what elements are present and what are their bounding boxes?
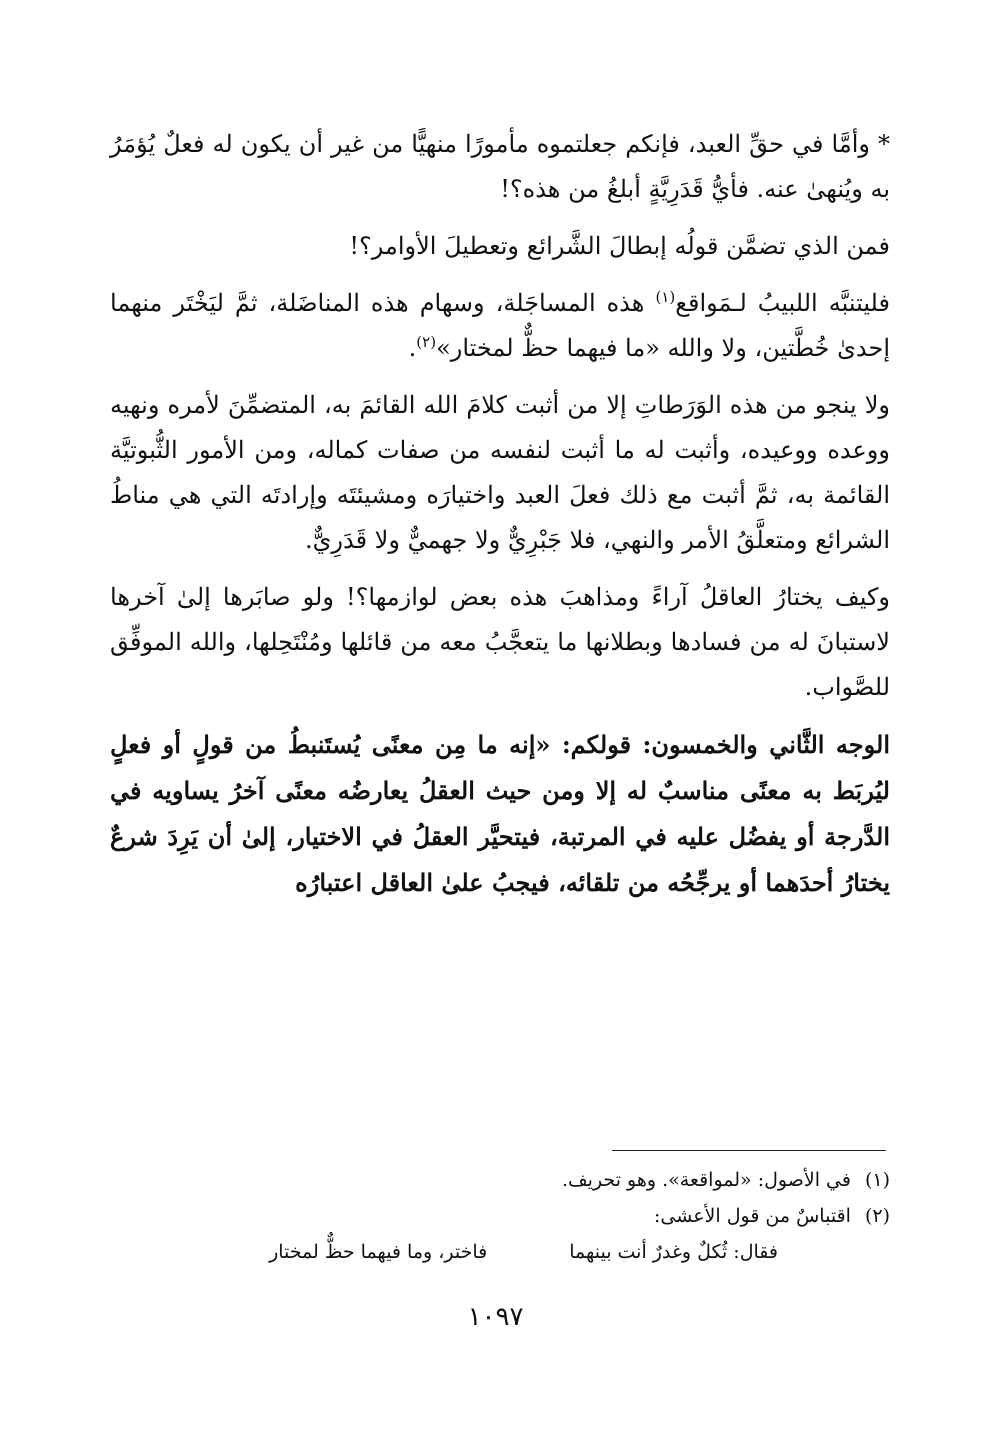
paragraph-2: فمن الذي تضمَّن قولُه إبطالَ الشَّرائع وتعطيلَ الأوامر؟! xyxy=(349,232,890,260)
paragraph-5: وكيف يختارُ العاقلُ آراءً ومذاهبَ هذه بعض لوازمها؟! ولو صابَرها إلىٰ آخرها لاستبانَ له من فسادها وبطلانها ما يتعجَّبُ معه من قائلها ومُنْتَحِلها، والله الموفِّق للصَّواب. xyxy=(110,583,890,701)
paragraph-3-text-a: فليتنبَّه اللبيبُ لـمَواقع xyxy=(675,289,890,317)
poetry-verse xyxy=(110,1234,890,1270)
verse-first-hemistich: فقال: ثُكلٌ وغدرٌ أنت بينهما xyxy=(569,1241,778,1263)
footnote-text: اقتباسٌ من قول الأعشى: xyxy=(654,1205,851,1227)
asterisk-marker: * xyxy=(869,130,890,158)
paragraph-3 xyxy=(110,281,890,371)
main-text xyxy=(110,122,890,918)
verse-second-hemistich: فاختر، وما فيهما حظٌّ لمختار xyxy=(269,1241,488,1263)
paragraph-1-text: وأمَّا في حقِّ العبد، فإنكم جعلتموه مأمورًا منهيًّا من غير أن يكون له فعلٌ يُؤمَرُ به ويُنهىٰ عنه. فأيُّ قَدَرِيَّةٍ أبلغُ من هذه؟! xyxy=(110,130,890,203)
footnote-1 xyxy=(110,1162,890,1198)
footnote-separator xyxy=(612,1150,886,1151)
footnote-number: (٢) xyxy=(864,1205,890,1227)
paragraph-1 xyxy=(110,122,890,212)
paragraph-3-text-b: هذه المساجَلة، وسهام هذه المناضَلة، ثمَّ ليَخْتَر منهما إحدىٰ خُطَّتين، ولا والله «ما فيهما حظٌّ لمختار» xyxy=(110,289,890,362)
paragraph-6: الوجه الثَّاني والخمسون: قولكم: «إنه ما مِن معنًى يُستَنبطُ من قولٍ أو فعلٍ ليُربَط به معنًى مناسبٌ له إلا ومن حيث العقلُ يعارضُه معنًى آخرُ يساويه في الدَّرجة أو يفضُل عليه في المرتبة، فيتحيَّر العقلُ في الاختيار، إلىٰ أن يَرِدَ شرعٌ يختارُ أحدَهما أو يرجِّحُه من تلقائه، فيجبُ علىٰ العاقل اعتبارُه xyxy=(110,730,890,897)
footnote-text: في الأصول: «لمواقعة». وهو تحريف. xyxy=(561,1169,851,1191)
footnote-ref-1: (١) xyxy=(655,288,676,306)
paragraph-4: ولا ينجو من هذه الوَرَطاتِ إلا من أثبت كلامَ الله القائمَ به، المتضمِّنَ لأمره ونهيه ووعده ووعيده، وأثبت له ما أثبت لنفسه من صفات كماله، ومن الأمور الثُّبوتيَّة القائمة به، ثمَّ أثبت مع ذلك فعلَ العبد واختيارَه ومشيئتَه وإرادتَه التي هي مناطُ الشرائع ومتعلَّقُ الأمر والنهي، فلا جَبْرِيٌّ ولا جهميٌّ ولا قَدَرِيٌّ. xyxy=(110,391,890,554)
footnotes xyxy=(110,1162,890,1270)
footnote-ref-2: (٢) xyxy=(416,333,437,351)
page-number: ١٠٩٧ xyxy=(467,1302,524,1332)
paragraph-3-end: . xyxy=(408,334,417,362)
footnote-number: (١) xyxy=(864,1169,890,1191)
footnote-2 xyxy=(110,1198,890,1234)
